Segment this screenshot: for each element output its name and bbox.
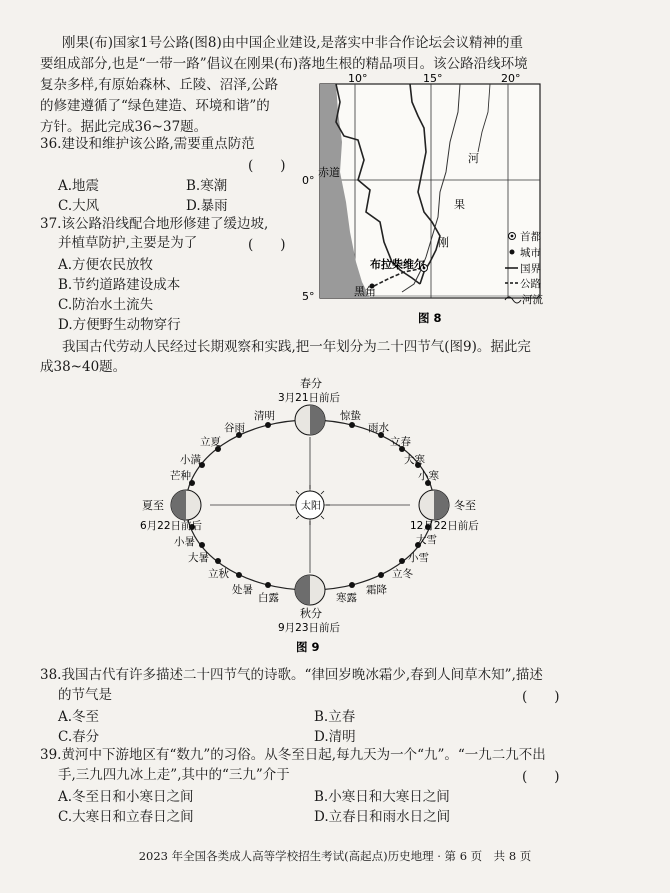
date-qiufen: 9月23日前后 <box>278 622 341 634</box>
lon-20-label: 20° <box>501 72 521 85</box>
intro1-line4: 的修建遵循了“绿色建造、环境和谐”的 <box>40 98 270 114</box>
term-mangzhong: 芒种 <box>170 470 191 482</box>
intro1-line5: 方针。据此完成36~37题。 <box>40 119 208 135</box>
equator-label: 赤道 <box>318 166 340 179</box>
legend-capital: 首都 <box>520 231 541 243</box>
earth-qiufen-icon <box>295 575 325 605</box>
term-lichun: 立春 <box>390 436 411 448</box>
term-dahan: 大寒 <box>404 454 425 466</box>
q36-option-d[interactable]: D.暴雨 <box>186 198 228 214</box>
solar-terms-orbit-figure <box>140 375 480 655</box>
term-chunfen: 春分 <box>300 377 322 390</box>
date-xiazhi: 6月22日前后 <box>140 520 203 532</box>
q36-stem: 36.建设和维护该公路,需要重点防范 <box>40 136 255 152</box>
legend-city: 城市 <box>520 247 541 259</box>
term-xiaoshu: 小暑 <box>174 536 195 548</box>
date-dongzhi: 12月22日前后 <box>410 520 479 532</box>
q37-option-a[interactable]: A.方便农民放牧 <box>58 257 154 273</box>
earth-dongzhi-icon <box>419 490 449 520</box>
term-chushu: 处暑 <box>232 584 253 596</box>
q39-option-c[interactable]: C.大寒日和立春日之间 <box>58 809 194 825</box>
figure9-caption: 图 9 <box>296 640 320 654</box>
q38-answer-blank[interactable]: ( ) <box>522 689 560 705</box>
city-label: 黑角 <box>354 285 376 298</box>
term-dongzhi: 冬至 <box>454 499 476 512</box>
q36-answer-blank[interactable]: ( ) <box>248 158 286 174</box>
earth-xiazhi-icon <box>171 490 201 520</box>
term-yushui: 雨水 <box>368 422 389 434</box>
lat-5-label: 5° <box>302 290 315 303</box>
term-xiazhi: 夏至 <box>142 499 164 512</box>
congo-map-figure <box>300 72 580 332</box>
q38-option-d[interactable]: D.清明 <box>314 729 356 745</box>
q38-option-b[interactable]: B.立春 <box>314 709 356 725</box>
q39-option-d[interactable]: D.立春日和雨水日之间 <box>314 809 451 825</box>
intro1-line2: 要组成部分,也是“一带一路”倡议在刚果(布)落地生根的精品项目。该公路沿线环境 <box>40 56 528 72</box>
q36-option-b[interactable]: B.寒潮 <box>186 178 228 194</box>
intro1-line1: 刚果(布)国家1号公路(图8)由中国企业建设,是落实中非合作论坛会议精神的重 <box>62 35 524 51</box>
q39-answer-blank[interactable]: ( ) <box>522 769 560 785</box>
term-hanlu: 寒露 <box>336 592 357 604</box>
q36-option-a[interactable]: A.地震 <box>58 178 100 194</box>
q37-option-d[interactable]: D.方便野生动物穿行 <box>58 317 181 333</box>
q37-option-c[interactable]: C.防治水土流失 <box>58 297 154 313</box>
term-xiaoxue: 小雪 <box>408 552 429 564</box>
q39-option-b[interactable]: B.小寒日和大寒日之间 <box>314 789 450 805</box>
earth-chunfen-icon <box>295 405 325 435</box>
q38-option-c[interactable]: C.春分 <box>58 729 100 745</box>
q38-stem-line2: 的节气是 <box>58 687 112 703</box>
sun-label: 太阳 <box>301 501 321 512</box>
river-label-guo: 果 <box>454 198 465 211</box>
term-liqiu: 立秋 <box>208 568 229 580</box>
q38-option-a[interactable]: A.冬至 <box>58 709 100 725</box>
legend-river: 河流 <box>522 294 543 306</box>
lon-10-label: 10° <box>348 72 368 85</box>
legend-city-icon <box>510 250 515 255</box>
page-footer: 2023 年全国各类成人高等学校招生考试(高起点)历史地理 · 第 6 页 共 8 页 <box>138 849 532 863</box>
term-daxue: 大雪 <box>416 534 437 546</box>
term-qiufen: 秋分 <box>300 607 322 620</box>
intro1-line3: 复杂多样,有原始森林、丘陵、沼泽,公路 <box>40 77 279 93</box>
q39-stem-line2: 手,三九四九冰上走”,其中的“三九”介于 <box>58 767 290 783</box>
term-qingming: 清明 <box>254 410 275 422</box>
term-bailu: 白露 <box>258 592 279 604</box>
q37-option-b[interactable]: B.节约道路建设成本 <box>58 277 181 293</box>
river-label-gang: 刚 <box>438 236 449 249</box>
intro2-line1: 我国古代劳动人民经过长期观察和实践,把一年划分为二十四节气(图9)。据此完 <box>62 339 531 355</box>
q36-option-c[interactable]: C.大风 <box>58 198 100 214</box>
term-dashu: 大暑 <box>188 552 209 564</box>
term-xiaoman: 小满 <box>180 454 201 466</box>
term-jingzhe: 惊蛰 <box>340 410 361 422</box>
lon-15-label: 15° <box>423 72 443 85</box>
q39-option-a[interactable]: A.冬至日和小寒日之间 <box>58 789 194 805</box>
date-chunfen: 3月21日前后 <box>278 392 341 404</box>
lat-0-label: 0° <box>302 174 315 187</box>
capital-label: 布拉柴维尔 <box>370 258 425 271</box>
term-lidong: 立冬 <box>392 568 413 580</box>
legend-border: 国界 <box>520 263 541 275</box>
term-lixia: 立夏 <box>200 436 221 448</box>
q37-answer-blank[interactable]: ( ) <box>248 237 286 253</box>
q37-stem-line2: 并植草防护,主要是为了 <box>58 235 198 251</box>
river-label-he: 河 <box>468 152 479 165</box>
figure8-caption: 图 8 <box>418 311 442 325</box>
q37-stem-line1: 37.该公路沿线配合地形修建了缓边坡, <box>40 216 269 232</box>
term-shuangjiang: 霜降 <box>366 584 387 596</box>
q38-stem-line1: 38.我国古代有许多描述二十四节气的诗歌。“律回岁晚冰霜少,春到人间草木知”,描述 <box>40 667 543 683</box>
intro2-line2: 成38~40题。 <box>40 359 127 375</box>
q39-stem-line1: 39.黄河中下游地区有“数九”的习俗。从冬至日起,每九天为一个“九”。“一九二九不出 <box>40 747 546 763</box>
legend-road: 公路 <box>520 278 541 290</box>
term-xiaohan: 小寒 <box>418 470 439 482</box>
term-guyu: 谷雨 <box>224 422 245 434</box>
